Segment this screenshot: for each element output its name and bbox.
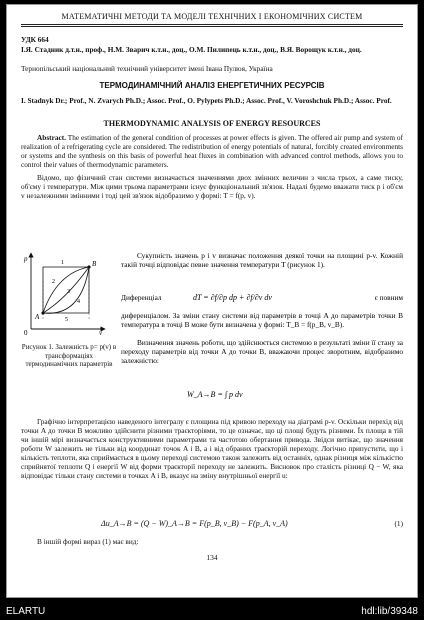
- figure-1: [21, 251, 107, 335]
- page-number: 134: [206, 553, 218, 562]
- pv-diagram: [21, 251, 107, 335]
- axis-p-label: p: [24, 255, 28, 263]
- footer-left: ELARTU: [6, 606, 46, 617]
- equation-1-body: Δu_A→B = (Q − W)_A→B = F(p_B, v_B) − F(p_A, v_A): [101, 519, 288, 528]
- title-en: THERMODYNAMIC ANALYSIS OF ENERGY RESOURCES: [103, 119, 321, 128]
- footer-right: hdl:lib/39348: [361, 606, 418, 617]
- axis-v-label: v: [99, 329, 103, 335]
- differential-tail: є повним: [374, 293, 403, 302]
- work-equation: W_A→B = ∫ p dv: [187, 390, 243, 399]
- equation-1: [21, 519, 403, 529]
- abstract: [21, 133, 403, 169]
- udk: УДК 664: [21, 35, 49, 44]
- paragraph-5: Графічно інтерпретацією наведеного інтегралу є площина під кривою переходу на діаграмі p-v. Оскільки перехід від точки A до точки B можливо здійснити різними траєкторіями, то це означає, що ці площі будуть різними. Їх площа в тій чи іншій мірі визначається конструктивними параметрами та частотою обертання привода. Звідси витікає, що значення роботи W залежить не тільки від координат точок A і B, а і від обраних траєкторій переходу. Логічно припустити, що і кількість теплоти, яка сприймається в цьому переході системою також залежить від останніх, однак різниця між кількістю сприйнятої теплоти Q і енергії W від форми траєкторії переходу не залежить. Висновок про сталість різниці Q − W, яка відповідає тільки стану системи в точках A і B, вказує на зміну внутрішньої енергії u:: [21, 417, 403, 480]
- point-a-marker: [41, 311, 44, 314]
- point-b-label: B: [92, 260, 97, 268]
- abstract-text: The estimation of the general condition of processes at power effects is given. The offered air pump and system of realization of a refrigerating cycle are considered. The redistribution of energy potentials of natural, forcibly created environments or systems and the synthesis on this basis of powerful heat fluxes in combination with advanced control methods, allows you to control their values of thermodynamic parameters.: [21, 133, 403, 169]
- title-ua: ТЕРМОДИНАМІЧНИЙ АНАЛІЗ ЕНЕРГЕТИЧНИХ РЕСУРСІВ: [99, 81, 325, 90]
- paragraph-4: Визначення значень роботи, що здійснюється системою в результаті зміни її стану за переходу параметрів від точки A до точки B, вважаючи процес зворотним, відобразимо залежністю:: [121, 338, 403, 365]
- path-4: [43, 267, 89, 313]
- abstract-label: Abstract.: [37, 133, 66, 142]
- paper-page: [6, 4, 418, 598]
- paragraph-1: Відомо, що фізичний стан системи визначається значеннями двох змінних величин з числа трьох, а саме тиску, об'єму і температури. Між цими трьома параметрами існує функціональний зв'язок. Надалі будемо вважати тиск p і об'єм v незалежними змінними і тоді цей зв'язок відобразимо у формі: T = f(p, v).: [21, 173, 403, 200]
- differential-line: [121, 287, 403, 309]
- footer-bar: [0, 603, 424, 617]
- curve-label-4: 4: [77, 299, 80, 305]
- point-b-marker: [87, 265, 90, 268]
- equation-1-number: (1): [394, 519, 403, 528]
- origin-label: 0: [24, 329, 28, 335]
- paragraph-6: В іншій формі вираз (1) має вид:: [37, 537, 139, 546]
- curve-label-2: 2: [52, 279, 55, 285]
- header-rule: [21, 24, 403, 25]
- paragraph-3: диференціалом. За зміни стану системи від параметрів в точці A до параметрів точки B температура в точці B може бути визначена у формі: T_B = f(p_B, v_B).: [121, 311, 403, 329]
- header-rule-2: [21, 26, 403, 27]
- paragraph-2: Сукупність значень p і v визначає положення деякої точки на площині p-v. Кожній такій точці відповідає певне значення температури T (рисунок 1).: [121, 251, 403, 269]
- figure-caption: Рисунок 1. Залежність p= p(v) в трансформаціях термодинамічних параметрів: [21, 343, 117, 368]
- journal-header: МАТЕМАТИЧНІ МЕТОДИ ТА МОДЕЛІ ТЕХНІЧНИХ І ЕКОНОМІЧНИХ СИСТЕМ: [61, 12, 363, 21]
- affiliation-ua: Тернопільський національний технічний університет імені Івана Пулюя, Україна: [21, 64, 273, 73]
- point-a-label: A: [35, 313, 40, 321]
- authors-en: I. Stadnyk Dr.; Prof., N. Zvarych Ph.D.; Assoc. Prof., O. Pylypets Ph.D.; Assoc. Prof., V. Voroshchuk Ph.D.; Assoc. Prof.: [21, 96, 392, 105]
- curve-label-5: 5: [65, 317, 68, 323]
- curve-label-3: 3: [67, 289, 70, 295]
- differential-label: Диференціал: [121, 293, 162, 302]
- differential-equation: dT = ∂f/∂p dp + ∂f/∂v dv: [193, 293, 272, 302]
- curve-label-1: 1: [61, 260, 64, 266]
- authors-ua: І.Я. Стадник д.т.н., проф., Н.М. Зварич к.т.н., доц., О.М. Пилипець к.т.н., доц., В.Я. Ворощук к.т.н., доц.: [21, 45, 362, 54]
